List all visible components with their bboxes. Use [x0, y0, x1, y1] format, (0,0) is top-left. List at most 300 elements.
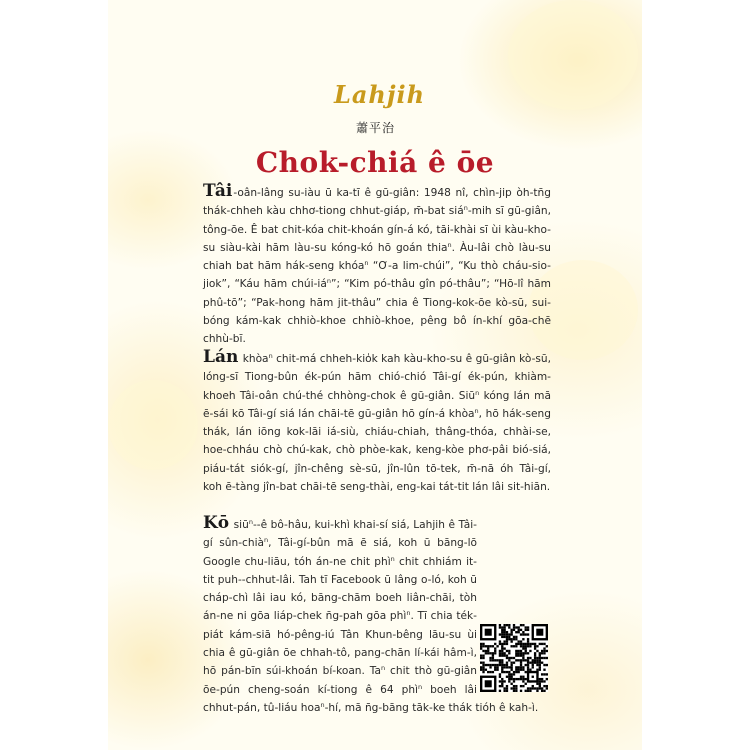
qr-module	[534, 647, 536, 649]
qr-module	[536, 629, 543, 636]
paragraph-1	[203, 182, 551, 349]
qr-module	[482, 645, 484, 647]
qr-module	[518, 669, 520, 671]
qr-module	[527, 666, 529, 668]
qr-module	[525, 626, 527, 628]
qr-module	[503, 680, 505, 682]
qr-module	[508, 666, 510, 668]
qr-module	[503, 690, 505, 692]
qr-module	[489, 666, 491, 668]
qr-module	[492, 645, 494, 647]
qr-module	[515, 685, 517, 687]
qr-module	[522, 685, 524, 687]
qr-module	[482, 662, 484, 664]
qr-module	[480, 647, 482, 649]
qr-module	[508, 659, 510, 661]
qr-module	[543, 652, 545, 654]
qr-module	[518, 659, 520, 661]
qr-module	[501, 659, 503, 661]
qr-module	[499, 664, 501, 666]
qr-module	[541, 680, 543, 682]
paragraph-text: kóng lán mā ē-sái kō Tâi-gí siá lán chāi-tē gū-giân hō gín-á khòa	[203, 389, 551, 420]
qr-module	[499, 676, 501, 678]
qr-module	[499, 650, 501, 652]
qr-module	[529, 657, 531, 659]
qr-module	[501, 666, 503, 668]
qr-module	[510, 638, 512, 640]
qr-module	[501, 647, 503, 649]
qr-module	[506, 636, 508, 638]
qr-module	[532, 666, 534, 668]
qr-module	[501, 669, 503, 671]
qr-module	[508, 624, 510, 626]
qr-module	[513, 680, 515, 682]
paragraph-text: -mih sī gū-giân, tông-ōe. Ê bat chit-kóa chit-khoán gín-á kó, tāi-khài sī ùi kàu-kho-su siàu-kài hām làu-su kóng-kó hō goán thia	[203, 205, 552, 254]
qr-module	[506, 650, 508, 652]
qr-module	[525, 645, 527, 647]
qr-module	[525, 647, 527, 649]
qr-module	[541, 657, 543, 659]
qr-module	[499, 690, 501, 692]
qr-module	[508, 680, 510, 682]
qr-module	[546, 645, 548, 647]
qr-module	[513, 673, 515, 675]
qr-module	[543, 664, 545, 666]
qr-module	[499, 685, 501, 687]
qr-module	[520, 650, 522, 652]
qr-module	[529, 645, 531, 647]
qr-module	[503, 687, 505, 689]
decorative-flower	[508, 0, 638, 110]
qr-module	[532, 685, 534, 687]
qr-module	[503, 633, 505, 635]
qr-module	[534, 645, 536, 647]
qr-module	[534, 659, 536, 661]
qr-module	[522, 652, 524, 654]
qr-module	[480, 654, 482, 656]
qr-module	[510, 666, 512, 668]
qr-module	[487, 650, 489, 652]
qr-module	[527, 629, 529, 631]
paragraph-text: . Àu-lâi chò làu-su chiah bat hām hák-seng khóa	[203, 241, 551, 273]
qr-module	[518, 666, 520, 668]
qr-module	[525, 683, 527, 685]
qr-module	[510, 633, 512, 635]
qr-module	[534, 657, 536, 659]
qr-module	[515, 654, 517, 656]
qr-module	[546, 664, 548, 666]
qr-module	[515, 645, 517, 647]
qr-module	[482, 654, 484, 656]
qr-module	[532, 662, 534, 664]
qr-module	[527, 657, 529, 659]
qr-module	[506, 657, 508, 659]
qr-module	[508, 638, 510, 640]
qr-module	[506, 685, 508, 687]
qr-module	[527, 664, 529, 666]
qr-module	[525, 629, 527, 631]
qr-module	[520, 669, 522, 671]
author-name-latin: Lahjih	[334, 80, 426, 109]
qr-module	[503, 652, 505, 654]
qr-module	[543, 685, 545, 687]
paragraph-text: , Tâi-gí-bûn mā ē siá, koh ū bāng-lō Google chu-liāu, tóh án-ne chit phì	[203, 537, 478, 568]
paragraph-text: n	[406, 609, 411, 618]
paragraph-text: n	[326, 277, 331, 286]
paragraph-text: “Ơ-a lim-chúi”, “Ku thò cháu-sio-jiok”, “Káu hām chúi-iá	[203, 260, 551, 291]
qr-module	[532, 643, 534, 645]
qr-module	[515, 631, 517, 633]
qr-module	[513, 629, 515, 631]
qr-module	[525, 650, 527, 652]
qr-module	[501, 645, 503, 647]
qr-module	[529, 662, 531, 664]
qr-module	[539, 659, 541, 661]
qr-module	[513, 671, 515, 673]
qr-module	[501, 678, 503, 680]
qr-module	[520, 643, 522, 645]
qr-module	[520, 624, 522, 626]
qr-module	[510, 662, 512, 664]
qr-module	[522, 659, 524, 661]
qr-module	[508, 650, 510, 652]
qr-module	[527, 645, 529, 647]
qr-module	[499, 654, 501, 656]
qr-module	[518, 643, 520, 645]
qr-module	[508, 678, 510, 680]
qr-module	[510, 683, 512, 685]
qr-module	[501, 683, 503, 685]
qr-module	[543, 650, 545, 652]
qr-module	[506, 671, 508, 673]
qr-module	[485, 629, 492, 636]
qr-module	[494, 659, 496, 661]
qr-module	[541, 673, 543, 675]
qr-module	[503, 636, 505, 638]
qr-module	[501, 680, 503, 682]
qr-module	[541, 662, 543, 664]
qr-module	[510, 669, 512, 671]
qr-module	[539, 685, 541, 687]
qr-module	[501, 626, 503, 628]
qr-module	[518, 654, 520, 656]
qr-module	[539, 652, 541, 654]
paragraph-text: . Tī chia ték-piát kám-siā hó-pêng-iú Tân Khun-bêng lāu-su ùi chia ê gū-giân ōe chhah-tô, pang-chān lí-kái hâm-ì, hō pán-bīn súi-khoán bí-koan. Ta	[203, 610, 477, 678]
qr-module	[539, 643, 541, 645]
qr-module	[482, 669, 484, 671]
qr-module	[525, 659, 527, 661]
qr-module	[508, 633, 510, 635]
qr-module	[506, 640, 508, 642]
paragraph-2	[203, 348, 551, 496]
paragraph-text: boeh lâi chhut-pán, tû-liáu hoa	[203, 683, 477, 714]
qr-module	[503, 624, 505, 626]
paragraph-text: -oân-lâng su-iàu ū ka-tī ê gū-giân: 1948 nî, chìn-jip òh-tn̄g thák-chheh kàu chhơ-tiong chhut-giáp, m̄-bat siá	[203, 187, 551, 218]
qr-module	[515, 650, 517, 652]
qr-module	[515, 678, 517, 680]
qr-module	[541, 652, 543, 654]
qr-module	[541, 690, 543, 692]
qr-module	[501, 654, 503, 656]
qr-module	[506, 690, 508, 692]
qr-module	[536, 659, 538, 661]
qr-module	[536, 650, 538, 652]
qr-module	[499, 640, 501, 642]
paragraph-text: n	[463, 204, 468, 213]
paragraph-text: n	[390, 554, 395, 563]
qr-module	[513, 624, 515, 626]
qr-module	[529, 690, 531, 692]
qr-module	[522, 647, 524, 649]
qr-module	[503, 640, 505, 642]
qr-module	[522, 631, 524, 633]
qr-module	[525, 671, 527, 673]
qr-module	[515, 666, 517, 668]
qr-module	[487, 652, 489, 654]
qr-module	[513, 638, 515, 640]
qr-module	[485, 669, 487, 671]
qr-module	[506, 662, 508, 664]
qr-module	[539, 666, 541, 668]
qr-module	[506, 624, 508, 626]
qr-module	[513, 657, 515, 659]
qr-module	[518, 650, 520, 652]
qr-module	[503, 626, 505, 628]
qr-module	[529, 643, 531, 645]
qr-module	[503, 664, 505, 666]
qr-module	[506, 633, 508, 635]
qr-module	[536, 657, 538, 659]
qr-module	[496, 664, 498, 666]
qr-module	[543, 680, 545, 682]
qr-module	[499, 680, 501, 682]
qr-module	[518, 631, 520, 633]
qr-module	[546, 673, 548, 675]
qr-module	[480, 643, 482, 645]
qr-module	[480, 669, 482, 671]
qr-module	[510, 676, 512, 678]
qr-module	[534, 652, 536, 654]
qr-module	[515, 638, 517, 640]
qr-module	[515, 671, 517, 673]
qr-module	[534, 687, 536, 689]
qr-module	[525, 652, 527, 654]
qr-module	[532, 687, 534, 689]
qr-module	[499, 662, 501, 664]
qr-module	[543, 673, 545, 675]
qr-module	[522, 676, 524, 678]
paragraph-text: n	[474, 406, 479, 415]
qr-module	[525, 643, 527, 645]
qr-module	[496, 666, 498, 668]
qr-module	[543, 647, 545, 649]
qr-module	[506, 664, 508, 666]
qr-module	[522, 654, 524, 656]
paragraph-text: --ê bô-hâu, kui-khì khai-sí siá, Lahjih ê Tâi-gí sûn-chià	[203, 519, 477, 550]
qr-module	[485, 680, 492, 687]
qr-module	[510, 687, 512, 689]
qr-module	[492, 657, 494, 659]
qr-module	[522, 624, 524, 626]
qr-module	[539, 657, 541, 659]
qr-module	[539, 687, 541, 689]
qr-module	[482, 664, 484, 666]
qr-module	[506, 631, 508, 633]
qr-module	[527, 626, 529, 628]
qr-module	[541, 643, 543, 645]
qr-module	[518, 678, 520, 680]
qr-module	[492, 664, 494, 666]
qr-module	[520, 652, 522, 654]
qr-module	[515, 643, 517, 645]
qr-module	[501, 636, 503, 638]
paragraph-lead-word: Lán	[203, 347, 239, 367]
qr-module	[506, 687, 508, 689]
qr-module	[482, 650, 484, 652]
qr-module	[520, 685, 522, 687]
paragraph-text: chit thò gū-giân ōe-pún cheng-soán kí-tiong ê 64 phì	[203, 665, 477, 696]
qr-module	[485, 650, 487, 652]
qr-module	[522, 678, 524, 680]
qr-module	[492, 654, 494, 656]
qr-module	[527, 669, 529, 671]
qr-module	[501, 643, 503, 645]
paragraph-text: n	[364, 259, 369, 268]
qr-module	[518, 626, 520, 628]
qr-module	[510, 645, 512, 647]
qr-module	[539, 669, 541, 671]
qr-module	[518, 671, 520, 673]
qr-module	[527, 652, 529, 654]
qr-code-graphic	[480, 624, 548, 692]
qr-module	[508, 676, 510, 678]
qr-module	[525, 690, 527, 692]
qr-module	[501, 652, 503, 654]
qr-module	[494, 666, 496, 668]
qr-module	[485, 664, 487, 666]
qr-module	[510, 629, 512, 631]
qr-module	[499, 633, 501, 635]
qr-code-icon[interactable]	[480, 624, 548, 692]
qr-module	[501, 671, 503, 673]
decorative-flower	[108, 380, 198, 470]
qr-module	[539, 680, 541, 682]
qr-module	[536, 683, 538, 685]
qr-module	[487, 664, 489, 666]
paragraph-text: ”; “Kim pó-thâu gîn pó-thâu”; “Hō-lî hām phû-tō”; “Pak-hong hām jit-thâu” chia ê Tiong-kok-ōe kò-sū, sui-bóng kám-kak chhiò-khoe chhiò-khoe, pêng bô ín-khí gōa-chē chhù-bī.	[203, 278, 551, 346]
qr-module	[520, 654, 522, 656]
qr-module	[508, 657, 510, 659]
qr-module	[529, 669, 531, 671]
qr-module	[515, 636, 517, 638]
qr-module	[541, 650, 543, 652]
qr-module	[510, 673, 512, 675]
qr-module	[492, 652, 494, 654]
paragraph-lead-word: Tâi	[203, 181, 233, 201]
qr-module	[499, 626, 501, 628]
qr-module	[546, 657, 548, 659]
qr-module	[546, 687, 548, 689]
paragraph-text: n	[475, 388, 480, 397]
paragraph-text: chit chhiám it-tit puh--chhut-lâi. Tah tī Facebook ū lâng o-ló, koh ū cháp-chì lâi iau kó, bāng-chām boeh liân-chāi, tòh án-ne ni gōa liáp-chek n̄g-pah gōa phì	[203, 555, 477, 623]
qr-module	[515, 652, 517, 654]
qr-module	[508, 671, 510, 673]
qr-module	[506, 676, 508, 678]
qr-module	[501, 664, 503, 666]
qr-module	[489, 652, 491, 654]
qr-module	[487, 645, 489, 647]
qr-module	[496, 645, 498, 647]
qr-module	[520, 666, 522, 668]
qr-module	[513, 662, 515, 664]
qr-module	[494, 643, 496, 645]
qr-module	[520, 640, 522, 642]
qr-module	[487, 671, 489, 673]
qr-module	[536, 645, 538, 647]
qr-module	[522, 669, 524, 671]
qr-module	[506, 638, 508, 640]
qr-module	[480, 657, 482, 659]
qr-module	[499, 652, 501, 654]
qr-module	[522, 638, 524, 640]
qr-module	[527, 633, 529, 635]
qr-module	[508, 626, 510, 628]
qr-module	[510, 640, 512, 642]
qr-module	[527, 662, 529, 664]
page-title: Chok-chiá ê ōe	[255, 146, 495, 179]
qr-module	[503, 671, 505, 673]
qr-module	[541, 687, 543, 689]
qr-module	[518, 640, 520, 642]
qr-module	[520, 629, 522, 631]
qr-module	[501, 650, 503, 652]
qr-module	[541, 678, 543, 680]
paragraph-text: n	[264, 536, 269, 545]
qr-module	[520, 659, 522, 661]
qr-module	[506, 666, 508, 668]
qr-module	[527, 687, 529, 689]
qr-module	[489, 657, 491, 659]
qr-module	[499, 624, 501, 626]
qr-module	[536, 662, 538, 664]
qr-module	[513, 645, 515, 647]
qr-module	[543, 657, 545, 659]
qr-module	[503, 643, 505, 645]
qr-module	[520, 690, 522, 692]
qr-module	[525, 633, 527, 635]
qr-module	[529, 687, 531, 689]
qr-module	[482, 643, 484, 645]
qr-module	[525, 678, 527, 680]
qr-module	[539, 683, 541, 685]
qr-module	[501, 633, 503, 635]
qr-module	[536, 669, 538, 671]
qr-module	[527, 638, 529, 640]
paragraph-text: n	[417, 682, 423, 691]
qr-module	[494, 650, 496, 652]
qr-module	[496, 669, 498, 671]
paragraph-text: khòa	[239, 353, 269, 365]
qr-module	[536, 687, 538, 689]
qr-module	[525, 664, 527, 666]
qr-module	[520, 662, 522, 664]
qr-module	[536, 690, 538, 692]
paragraph-text: n	[447, 240, 452, 249]
qr-module	[501, 662, 503, 664]
qr-module	[510, 631, 512, 633]
qr-module	[532, 676, 534, 678]
qr-module	[543, 690, 545, 692]
